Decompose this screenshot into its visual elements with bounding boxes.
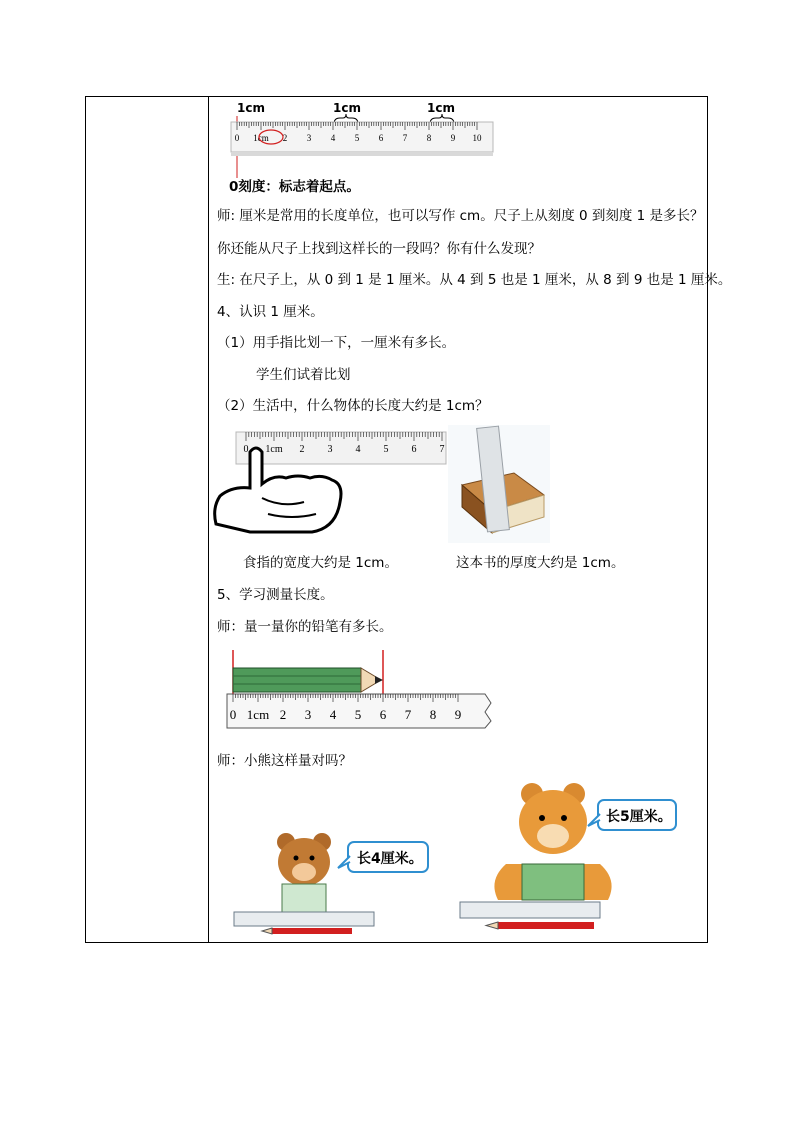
ruler-number: 9 [450, 133, 456, 143]
caption-book: 这本书的厚度大约是 1cm。 [456, 555, 625, 571]
ruler-number: 7 [439, 444, 445, 455]
text-line-2: 你还能从尺子上找到这样长的一段吗？你有什么发现？ [217, 241, 541, 257]
ruler-number: 2 [282, 133, 288, 143]
ruler-label-1: 1cm [237, 101, 265, 115]
ruler-number: 7 [402, 133, 408, 143]
ruler-number: 5 [354, 133, 360, 143]
ruler-number: 2 [299, 444, 305, 455]
pencil-ruler-figure [225, 650, 493, 730]
ruler-number: 1cm [265, 444, 283, 455]
ruler-number: 4 [329, 707, 337, 722]
text-line-3: 生: 在尺子上，从 0 到 1 是 1 厘米。从 4 到 5 也是 1 厘米，从 8 到 9 也是 1 厘米。 [217, 272, 732, 288]
ruler-label-2: 1cm [333, 101, 361, 115]
pencil-body [233, 668, 361, 692]
ruler-number: 1cm [246, 707, 270, 722]
text-line-5: （1）用手指比划一下，一厘米有多长。 [217, 335, 456, 351]
finger-ruler-figure [212, 428, 447, 543]
ruler-number: 6 [379, 707, 387, 722]
ruler-number: 8 [426, 133, 432, 143]
bear-scene-left [216, 822, 448, 940]
column-divider [208, 97, 209, 942]
ruler-number: 4 [355, 444, 361, 455]
ruler-number: 10 [472, 133, 482, 143]
ruler-number: 1cm [253, 133, 269, 143]
ruler-number: 8 [429, 707, 437, 722]
ruler-number: 2 [279, 707, 287, 722]
ruler-number: 7 [404, 707, 412, 722]
text-line-1: 师: 厘米是常用的长度单位，也可以写作 cm。尺子上从刻度 0 到刻度 1 是多长？ [217, 208, 704, 224]
ruler-number: 5 [383, 444, 389, 455]
ruler-number: 3 [304, 707, 312, 722]
zero-caption: 0刻度：标志着起点。 [229, 179, 360, 195]
ruler-number: 6 [378, 133, 384, 143]
ruler-number: 6 [411, 444, 417, 455]
text-line-8: 5、学习测量长度。 [217, 587, 334, 603]
bear-scene-right [458, 780, 688, 940]
ruler-number: 0 [234, 133, 240, 143]
text-line-6: 学生们试着比划 [256, 367, 351, 383]
speech-bubble-right [588, 800, 676, 830]
ruler-number: 3 [327, 444, 333, 455]
ruler-number: 9 [454, 707, 462, 722]
bubble-text-left: 长4厘米。 [357, 851, 423, 867]
text-line-10: 师：小熊这样量对吗？ [217, 753, 352, 769]
ruler-number: 4 [330, 133, 336, 143]
ruler-number: 0 [229, 707, 237, 722]
bear-icon-right [494, 783, 611, 900]
text-line-9: 师：量一量你的铅笔有多长。 [217, 619, 393, 635]
bubble-text-right: 长5厘米。 [606, 809, 672, 825]
text-line-7: （2）生活中，什么物体的长度大约是 1cm？ [217, 398, 489, 414]
ruler-number: 0 [243, 444, 249, 455]
speech-bubble-left [338, 842, 428, 872]
caption-finger: 食指的宽度大约是 1cm。 [243, 555, 398, 571]
bear-icon-left [277, 833, 331, 914]
text-line-4: 4、认识 1 厘米。 [217, 304, 324, 320]
ruler-number: 5 [354, 707, 362, 722]
book-figure [448, 425, 550, 543]
ruler-label-3: 1cm [427, 101, 455, 115]
ruler-number: 3 [306, 133, 312, 143]
